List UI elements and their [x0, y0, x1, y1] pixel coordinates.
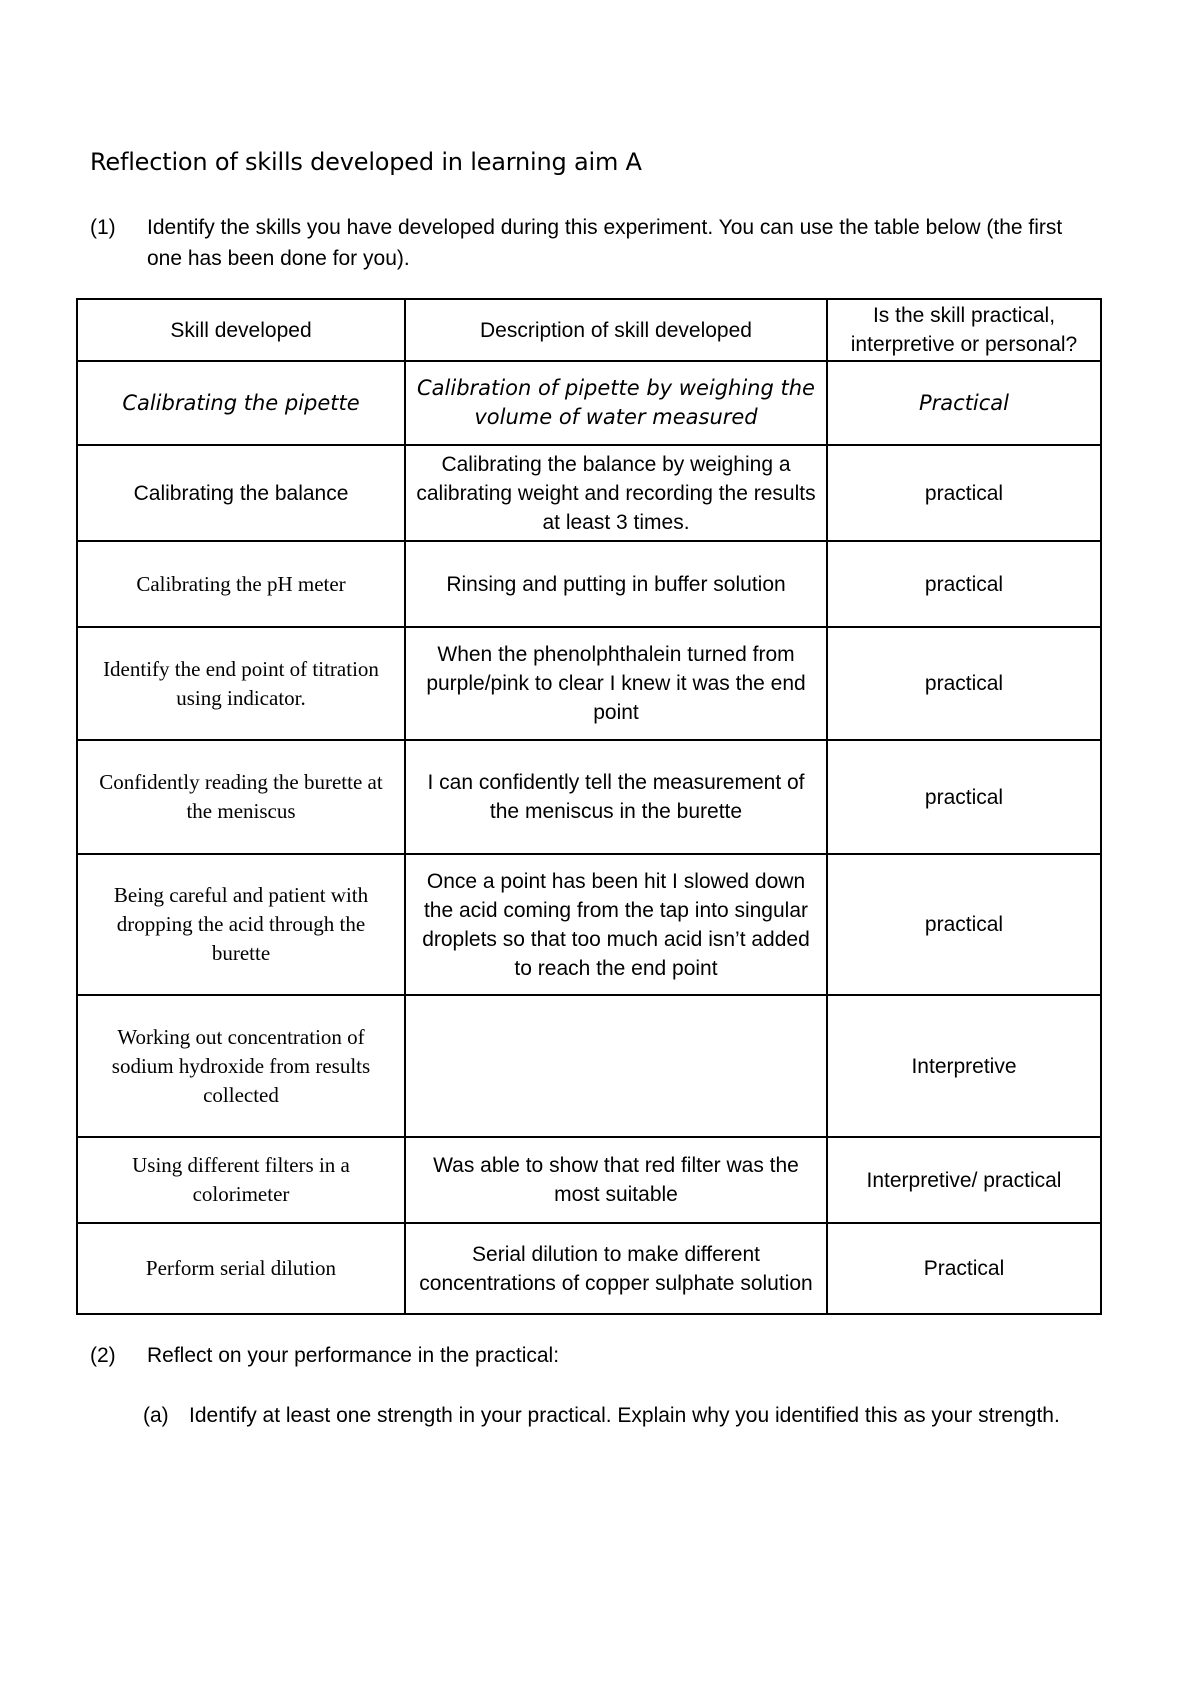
question-text: Identify the skills you have developed during this experiment. You can use the table below (the first one has been done for you). [147, 216, 1063, 270]
skill-cell: Calibrating the pipette [77, 361, 405, 445]
description-cell: Calibration of pipette by weighing the volume of water measured [405, 361, 827, 445]
question-number: (a) [143, 1404, 169, 1427]
page-title: Reflection of skills developed in learning aim A [90, 148, 642, 176]
type-cell: practical [827, 541, 1101, 627]
description-cell [405, 995, 827, 1137]
table-row [77, 541, 1101, 627]
type-cell: practical [827, 445, 1101, 541]
type-cell: Practical [827, 1223, 1101, 1314]
table-row [77, 627, 1101, 740]
question-text: Reflect on your performance in the practical: [147, 1344, 560, 1367]
type-cell: Interpretive/ practical [827, 1137, 1101, 1223]
skill-cell: Working out concentration of sodium hydroxide from results collected [77, 995, 405, 1137]
skill-cell: Using different filters in a colorimeter [77, 1137, 405, 1223]
skill-cell: Being careful and patient with dropping the acid through the burette [77, 854, 405, 995]
description-cell: Calibrating the balance by weighing a calibrating weight and recording the results at least 3 times. [405, 445, 827, 541]
header-description: Description of skill developed [405, 299, 827, 361]
question-number: (1) [90, 216, 116, 239]
table-row [77, 1137, 1101, 1223]
type-cell: practical [827, 627, 1101, 740]
description-cell: Rinsing and putting in buffer solution [405, 541, 827, 627]
description-cell: When the phenolphthalein turned from purple/pink to clear I knew it was the end point [405, 627, 827, 740]
skill-cell: Confidently reading the burette at the meniscus [77, 740, 405, 854]
header-skill: Skill developed [77, 299, 405, 361]
table-row [77, 995, 1101, 1137]
skill-cell: Perform serial dilution [77, 1223, 405, 1314]
question-text: Identify at least one strength in your practical. Explain why you identified this as your strength. [189, 1404, 1060, 1427]
table-row [77, 854, 1101, 995]
header-type: Is the skill practical, interpretive or personal? [827, 299, 1101, 361]
type-cell: practical [827, 854, 1101, 995]
description-cell: Once a point has been hit I slowed down the acid coming from the tap into singular droplets so that too much acid isn’t added to reach the end point [405, 854, 827, 995]
table-row [77, 1223, 1101, 1314]
description-cell: I can confidently tell the measurement of the meniscus in the burette [405, 740, 827, 854]
type-cell: Interpretive [827, 995, 1101, 1137]
description-cell: Was able to show that red filter was the most suitable [405, 1137, 827, 1223]
table-row [77, 361, 1101, 445]
question-number: (2) [90, 1344, 116, 1367]
skills-table [76, 298, 1102, 1315]
table-header-row [77, 299, 1101, 361]
description-cell: Serial dilution to make different concentrations of copper sulphate solution [405, 1223, 827, 1314]
table-row [77, 445, 1101, 541]
type-cell: practical [827, 740, 1101, 854]
table-row [77, 740, 1101, 854]
skill-cell: Calibrating the balance [77, 445, 405, 541]
skill-cell: Calibrating the pH meter [77, 541, 405, 627]
skill-cell: Identify the end point of titration using indicator. [77, 627, 405, 740]
type-cell: Practical [827, 361, 1101, 445]
